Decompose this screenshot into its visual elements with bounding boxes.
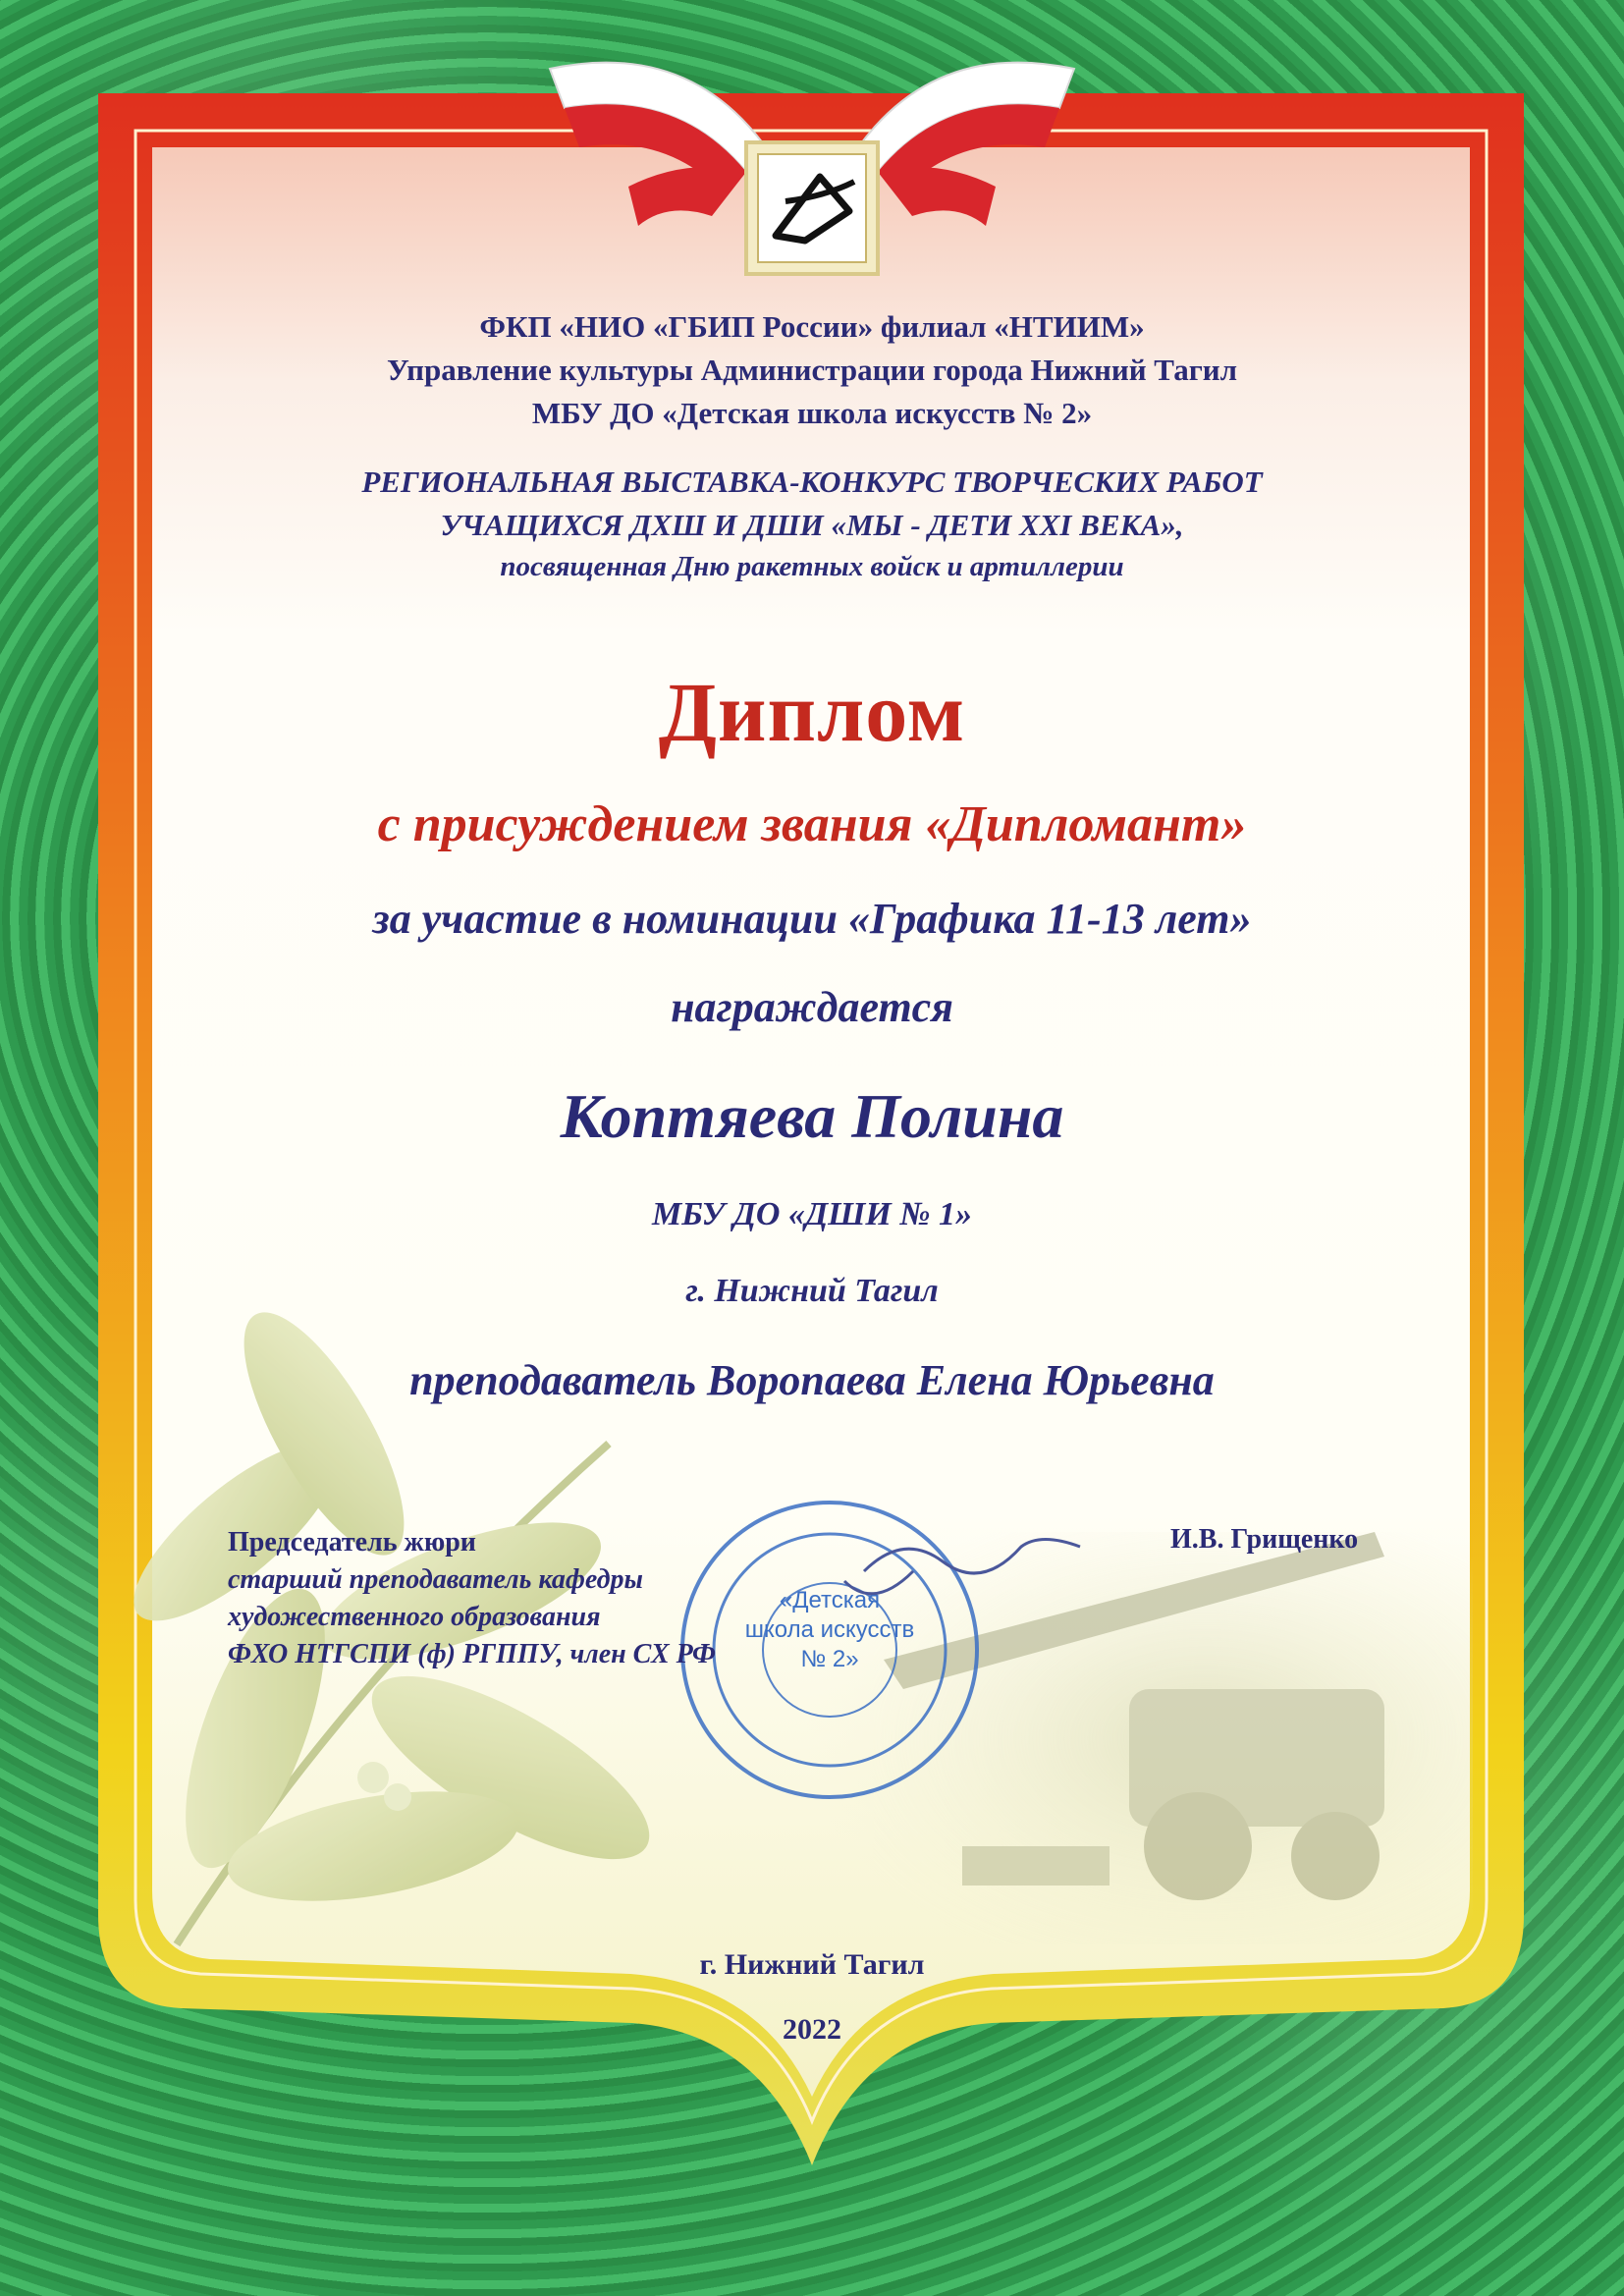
seal-line-3: № 2» <box>800 1646 859 1672</box>
nomination-text: за участие в номинации «Графика 11-13 лет» <box>372 895 1252 943</box>
org-line-2: Управление культуры Администрации города Нижний Тагил <box>386 353 1238 387</box>
jury-role: Председатель жюри <box>228 1527 476 1558</box>
exhibition-line-3: посвященная Дню ракетных войск и артиллерии <box>500 551 1124 582</box>
footer-city: г. Нижний Тагил <box>699 1948 925 1981</box>
jury-position-line-3: ФХО НТГСПИ (ф) РГППУ, член СХ РФ <box>228 1639 716 1669</box>
school-name: МБУ ДО «ДШИ № 1» <box>652 1196 972 1232</box>
teacher-name: преподаватель Воропаева Елена Юрьевна <box>409 1356 1215 1404</box>
diploma-subtitle: с присуждением звания «Дипломант» <box>377 796 1247 852</box>
org-line-3: МБУ ДО «Детская школа искусств № 2» <box>531 396 1093 430</box>
city-name: г. Нижний Тагил <box>685 1273 939 1309</box>
seal-text <box>731 1586 928 1674</box>
org-line-1: ФКП «НИО «ГБИП России» филиал «НТИИМ» <box>479 309 1145 344</box>
seal-line-1: «Детская <box>779 1587 881 1613</box>
signer-name: И.В. Грищенко <box>1170 1524 1359 1555</box>
jury-position-line-1: старший преподаватель кафедры <box>228 1564 643 1595</box>
awarded-text: награждается <box>671 983 953 1031</box>
exhibition-line-1: РЕГИОНАЛЬНАЯ ВЫСТАВКА-КОНКУРС ТВОРЧЕСКИХ РАБОТ <box>361 465 1263 499</box>
diploma-title: Диплом <box>658 665 966 759</box>
jury-position-line-2: художественного образования <box>228 1602 601 1632</box>
exhibition-line-2: УЧАЩИХСЯ ДХШ И ДШИ «МЫ - ДЕТИ XXI ВЕКА», <box>440 508 1184 542</box>
jury-block <box>228 1524 716 1673</box>
footer-year: 2022 <box>783 2013 841 2046</box>
recipient-name: Коптяева Полина <box>560 1081 1064 1151</box>
seal-line-2: школа искусств <box>744 1616 915 1643</box>
